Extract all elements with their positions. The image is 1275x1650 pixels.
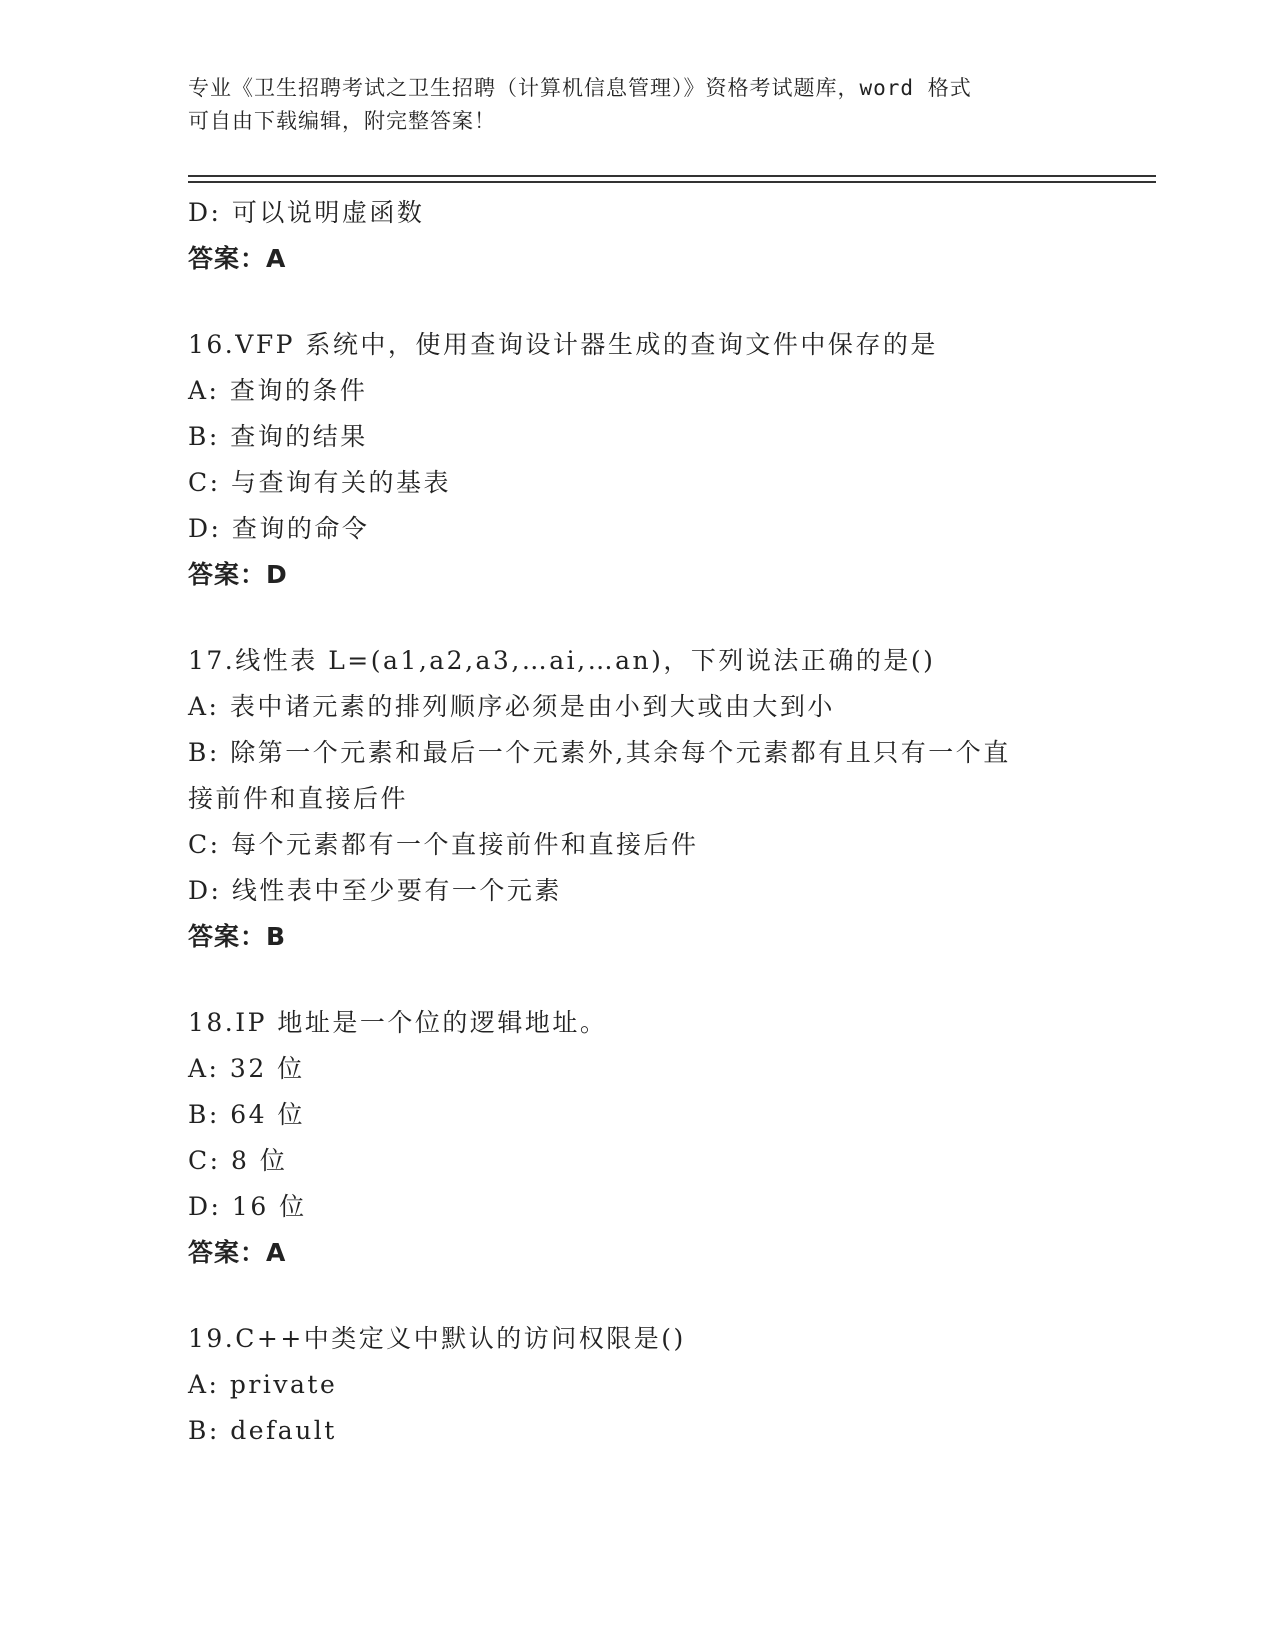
question-stem: 19.C++中类定义中默认的访问权限是()	[188, 1324, 686, 1353]
option-b: B: 查询的结果	[188, 422, 368, 451]
option-c: C: 与查询有关的基表	[188, 468, 451, 497]
option-c: C: 每个元素都有一个直接前件和直接后件	[188, 830, 699, 859]
question-content	[188, 190, 1088, 1454]
question-19	[188, 1316, 1088, 1454]
spacer	[188, 598, 1088, 638]
spacer	[188, 960, 1088, 1000]
option-a: A: 查询的条件	[188, 376, 368, 405]
question-17	[188, 638, 1088, 960]
previous-question-tail	[188, 190, 1088, 282]
document-header	[188, 72, 1088, 138]
answer-line: 答案：A	[188, 244, 287, 273]
option-b-continued: 接前件和直接后件	[188, 784, 409, 813]
option-a: A: private	[188, 1370, 338, 1399]
option-a: A: 表中诸元素的排列顺序必须是由小到大或由大到小	[188, 692, 835, 721]
answer-line: 答案：D	[188, 560, 288, 589]
header-line-1: 专业《卫生招聘考试之卫生招聘（计算机信息管理）》资格考试题库，word 格式	[188, 76, 972, 100]
spacer	[188, 1276, 1088, 1316]
question-16	[188, 322, 1088, 598]
question-18	[188, 1000, 1088, 1276]
question-stem: 18.IP 地址是一个位的逻辑地址。	[188, 1008, 608, 1037]
question-stem: 16.VFP 系统中，使用查询设计器生成的查询文件中保存的是	[188, 330, 938, 359]
answer-line: 答案：A	[188, 1238, 287, 1267]
option-d: D: 线性表中至少要有一个元素	[188, 876, 562, 905]
question-stem: 17.线性表 L=(a1,a2,a3,…ai,…an)，下列说法正确的是()	[188, 646, 936, 675]
option-d: D: 16 位	[188, 1192, 307, 1221]
spacer	[188, 282, 1088, 322]
header-divider-bottom	[188, 181, 1156, 183]
option-d: D: 查询的命令	[188, 514, 370, 543]
answer-line: 答案：B	[188, 922, 287, 951]
option-d: D: 可以说明虚函数	[188, 198, 425, 227]
option-b: B: 除第一个元素和最后一个元素外,其余每个元素都有且只有一个直	[188, 738, 1011, 767]
header-divider-top	[188, 175, 1156, 177]
option-b: B: default	[188, 1416, 337, 1445]
header-line-2: 可自由下载编辑，附完整答案！	[188, 109, 496, 133]
option-b: B: 64 位	[188, 1100, 305, 1129]
option-a: A: 32 位	[188, 1054, 305, 1083]
option-c: C: 8 位	[188, 1146, 288, 1175]
